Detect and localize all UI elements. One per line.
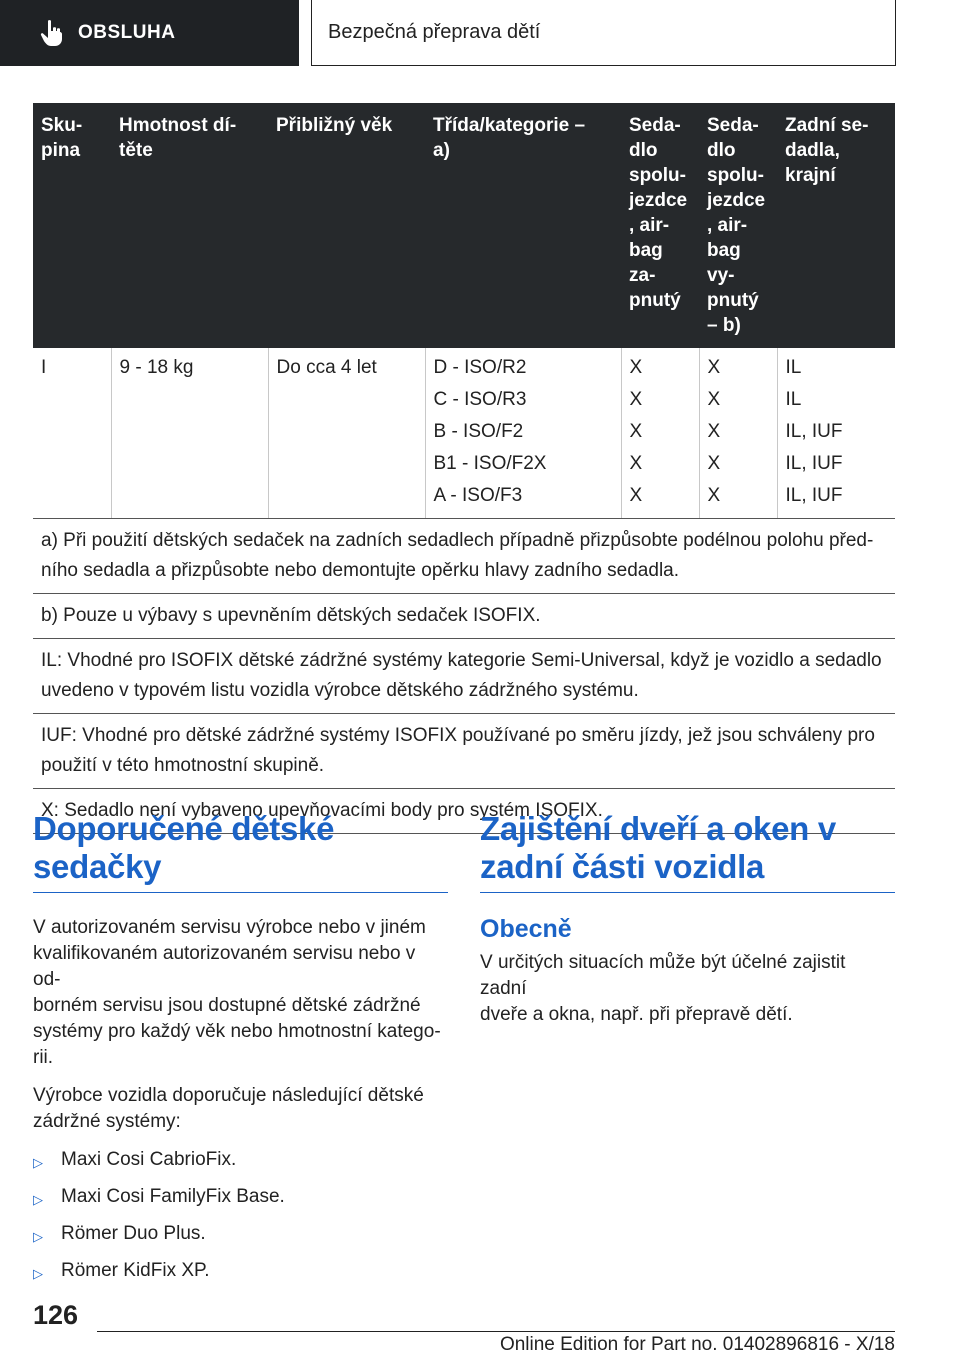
cell-line-3: X [707,453,721,474]
cell-line-2: X [707,421,721,442]
column-header-3: Třída/kategorie – a) [425,103,621,348]
column-header-1: Hmotnost dí- těte [111,103,268,348]
cell-line-3: B1 - ISO/F2X [433,453,547,474]
cell-line-3: IL, IUF [785,453,843,474]
list-item-text: Maxi Cosi CabrioFix. [61,1149,237,1170]
section-label: OBSLUHA [78,22,176,43]
column-header-6: Zadní se- dadla, krajní [777,103,895,348]
list-item [33,1221,448,1250]
column-header-4: Seda- dlo spolu- jezdce , air- bag za- pnutý [621,103,699,348]
cell-line-4: A - ISO/F3 [433,485,523,506]
cell-line-1: X [629,389,643,410]
list-item-text: Römer Duo Plus. [61,1223,206,1244]
cell-airbag-on [621,348,699,519]
cell-airbag-off [699,348,777,519]
rear-lock-para: V určitých situacích může být účelné zajistit zadní dveře a okna, např. při přepravě dětí. [480,952,846,1025]
cell-line-1: IL [785,389,802,410]
rear-lock-heading: Zajištění dveří a oken v zadní části vozidla [480,810,895,893]
column-header-5: Seda- dlo spolu- jezdce , air- bag vy- pnutý – b) [699,103,777,348]
cell-line-0: X [707,357,721,378]
table-note-row [33,594,895,639]
page-topic [311,0,896,66]
table-note-3: IUF: Vhodné pro dětské zádržné systémy ISOFIX používané po směru jízdy, jež jsou schváleny pro použití v této hmotnostní skupině. [33,714,895,789]
section-tab[interactable] [0,0,299,66]
cell-line-4: IL, IUF [785,485,843,506]
list-item [33,1147,448,1176]
list-item-text: Maxi Cosi FamilyFix Base. [61,1186,285,1207]
list-item [33,1184,448,1213]
list-item-text: Römer KidFix XP. [61,1260,210,1281]
column-header-2: Přibližný věk [268,103,425,348]
footer-divider [97,1331,895,1332]
cell-line-4: X [707,485,721,506]
cell-rear-outer [777,348,895,519]
recommended-seats-para2: Výrobce vozidla doporučuje následující dětské zádržné systémy: [33,1085,424,1132]
page-header [0,0,960,66]
cell-line-4: X [629,485,643,506]
cell-line-1: X [707,389,721,410]
triangle-bullet-icon: ▷ [33,1192,43,1207]
cell-line-0: D - ISO/R2 [433,357,527,378]
table-note-row [33,519,895,594]
rear-lock-subheading: Obecně [480,915,572,943]
cell-classes [425,348,621,519]
cell-line-2: IL, IUF [785,421,843,442]
page-topic-text: Bezpečná přeprava dětí [328,21,541,43]
cell-line-1: C - ISO/R3 [433,389,527,410]
table-note-row [33,639,895,714]
triangle-bullet-icon: ▷ [33,1155,43,1170]
cell-line-2: B - ISO/F2 [433,421,524,442]
list-item [33,1258,448,1287]
cell-line-2: X [629,421,643,442]
cell-line-3: X [629,453,643,474]
page-number: 126 [33,1300,79,1330]
triangle-bullet-icon: ▷ [33,1229,43,1244]
cell-line-0: IL [785,357,802,378]
hand-pointer-icon [40,19,64,47]
recommended-seats-heading: Doporučené dětské sedačky [33,810,448,893]
table-note-2: IL: Vhodné pro ISOFIX dětské zádržné systémy kategorie Semi-Universal, když je vozidlo a sedadlo uvedeno v typovém listu vozidla výrobce dětského zádržného systému. [33,639,895,714]
isofix-table [33,103,895,834]
column-header-0: Sku- pina [33,103,111,348]
table-header-row [33,103,895,348]
cell-line-0: X [629,357,643,378]
table-row [33,348,895,519]
table-note-row [33,714,895,789]
recommended-seats-section [33,810,448,1295]
cell-weight: 9 - 18 kg [111,348,268,519]
cell-age: Do cca 4 let [268,348,425,519]
cell-group: I [33,348,111,519]
recommended-seats-para1: V autorizovaném servisu výrobce nebo v jiném kvalifikovaném autorizovaném servisu nebo v od- borném servisu jsou dostupné dětské zádržné systémy pro každý věk nebo hmotnostní katego- rii. [33,917,441,1068]
rear-lock-section [480,810,895,1040]
recommended-seats-list [33,1147,448,1287]
table-note-4: X: Sedadlo není vybaveno upevňovacími body pro systém ISOFIX. [33,789,895,834]
table-note-1: b) Pouze u výbavy s upevněním dětských sedaček ISOFIX. [33,594,895,639]
edition-text: Online Edition for Part no. 01402896816 - X/18 [499,1334,895,1355]
table-note-0: a) Při použití dětských sedaček na zadních sedadlech případně přizpůsobte podélnou polohu před- ního sedadla a přizpůsobte nebo demontujte opěrku hlavy zadního sedadla. [33,519,895,594]
triangle-bullet-icon: ▷ [33,1266,43,1281]
